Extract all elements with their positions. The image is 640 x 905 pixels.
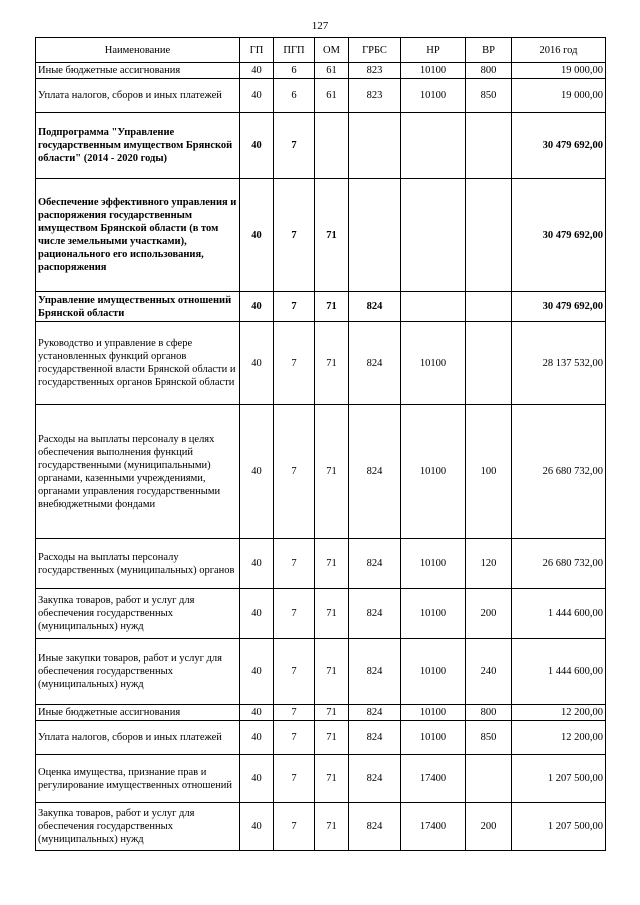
cell-name: Расходы на выплаты персоналу в целях обеспечения выполнения функций государственными (муниципальными) органами, казенными учреждениями, органами управления государственными внебюджетными фондами <box>36 405 240 539</box>
cell-om: 71 <box>315 721 349 755</box>
cell-nr: 10100 <box>401 322 466 405</box>
table-row <box>36 179 606 292</box>
cell-name: Управление имущественных отношений Брянской области <box>36 292 240 322</box>
cell-om: 61 <box>315 79 349 113</box>
cell-gp: 40 <box>240 179 274 292</box>
cell-om: 71 <box>315 755 349 803</box>
cell-nr: 10100 <box>401 639 466 705</box>
cell-vr: 200 <box>466 803 512 851</box>
cell-grbs: 824 <box>349 705 401 721</box>
cell-pgp: 6 <box>274 63 315 79</box>
cell-pgp: 7 <box>274 589 315 639</box>
cell-grbs: 824 <box>349 322 401 405</box>
table-row <box>36 705 606 721</box>
cell-gp: 40 <box>240 589 274 639</box>
cell-name: Подпрограмма "Управление государственным имуществом Брянской области" (2014 - 2020 годы) <box>36 113 240 179</box>
cell-pgp: 7 <box>274 639 315 705</box>
cell-name: Руководство и управление в сфере установленных функций органов государственной власти Брянской области и государственных органов Брянской области <box>36 322 240 405</box>
cell-name: Оценка имущества, признание прав и регулирование имущественных отношений <box>36 755 240 803</box>
cell-pgp: 7 <box>274 803 315 851</box>
cell-amount: 1 444 600,00 <box>512 639 606 705</box>
cell-grbs: 824 <box>349 589 401 639</box>
cell-pgp: 7 <box>274 705 315 721</box>
cell-om: 71 <box>315 405 349 539</box>
cell-gp: 40 <box>240 803 274 851</box>
cell-gp: 40 <box>240 113 274 179</box>
cell-pgp: 7 <box>274 721 315 755</box>
cell-name: Иные бюджетные ассигнования <box>36 705 240 721</box>
cell-om: 71 <box>315 639 349 705</box>
cell-amount: 12 200,00 <box>512 705 606 721</box>
table-row <box>36 539 606 589</box>
cell-name: Расходы на выплаты персоналу государственных (муниципальных) органов <box>36 539 240 589</box>
cell-grbs: 823 <box>349 79 401 113</box>
cell-pgp: 7 <box>274 539 315 589</box>
cell-vr: 850 <box>466 721 512 755</box>
cell-name: Уплата налогов, сборов и иных платежей <box>36 79 240 113</box>
cell-amount: 1 207 500,00 <box>512 755 606 803</box>
cell-om: 71 <box>315 292 349 322</box>
cell-gp: 40 <box>240 705 274 721</box>
cell-name: Иные закупки товаров, работ и услуг для обеспечения государственных (муниципальных) нужд <box>36 639 240 705</box>
cell-pgp: 7 <box>274 179 315 292</box>
header-name: Наименование <box>36 38 240 63</box>
table-row <box>36 292 606 322</box>
cell-om <box>315 113 349 179</box>
cell-pgp: 6 <box>274 79 315 113</box>
cell-vr <box>466 292 512 322</box>
cell-grbs: 824 <box>349 539 401 589</box>
cell-om: 61 <box>315 63 349 79</box>
table-row <box>36 803 606 851</box>
cell-vr: 200 <box>466 589 512 639</box>
cell-vr: 800 <box>466 705 512 721</box>
cell-vr <box>466 179 512 292</box>
cell-amount: 26 680 732,00 <box>512 539 606 589</box>
cell-grbs: 824 <box>349 405 401 539</box>
cell-grbs: 824 <box>349 803 401 851</box>
cell-gp: 40 <box>240 755 274 803</box>
header-nr: НР <box>401 38 466 63</box>
cell-grbs: 824 <box>349 721 401 755</box>
header-vr: ВР <box>466 38 512 63</box>
cell-nr: 17400 <box>401 755 466 803</box>
cell-om: 71 <box>315 539 349 589</box>
cell-nr: 10100 <box>401 589 466 639</box>
cell-gp: 40 <box>240 539 274 589</box>
table-row <box>36 63 606 79</box>
cell-grbs <box>349 113 401 179</box>
cell-vr: 240 <box>466 639 512 705</box>
cell-name: Закупка товаров, работ и услуг для обеспечения государственных (муниципальных) нужд <box>36 803 240 851</box>
cell-name: Обеспечение эффективного управления и распоряжения государственным имуществом Брянской области (в том числе земельными участками), рационального его использования, распоряжения <box>36 179 240 292</box>
cell-om: 71 <box>315 803 349 851</box>
table-row <box>36 755 606 803</box>
cell-om: 71 <box>315 322 349 405</box>
cell-amount: 19 000,00 <box>512 63 606 79</box>
cell-vr <box>466 113 512 179</box>
cell-grbs <box>349 179 401 292</box>
cell-pgp: 7 <box>274 113 315 179</box>
cell-gp: 40 <box>240 405 274 539</box>
cell-nr: 17400 <box>401 803 466 851</box>
cell-amount: 30 479 692,00 <box>512 292 606 322</box>
cell-nr: 10100 <box>401 63 466 79</box>
header-pgp: ПГП <box>274 38 315 63</box>
cell-vr <box>466 322 512 405</box>
cell-gp: 40 <box>240 79 274 113</box>
table-row <box>36 589 606 639</box>
table-row <box>36 721 606 755</box>
cell-nr: 10100 <box>401 405 466 539</box>
cell-amount: 19 000,00 <box>512 79 606 113</box>
cell-amount: 12 200,00 <box>512 721 606 755</box>
cell-pgp: 7 <box>274 405 315 539</box>
table-row <box>36 639 606 705</box>
cell-pgp: 7 <box>274 322 315 405</box>
cell-gp: 40 <box>240 292 274 322</box>
cell-name: Иные бюджетные ассигнования <box>36 63 240 79</box>
cell-nr: 10100 <box>401 721 466 755</box>
cell-vr: 100 <box>466 405 512 539</box>
cell-nr <box>401 113 466 179</box>
cell-amount: 30 479 692,00 <box>512 179 606 292</box>
cell-vr: 850 <box>466 79 512 113</box>
cell-nr <box>401 292 466 322</box>
table-row <box>36 79 606 113</box>
cell-vr: 120 <box>466 539 512 589</box>
cell-nr <box>401 179 466 292</box>
cell-nr: 10100 <box>401 705 466 721</box>
header-om: ОМ <box>315 38 349 63</box>
cell-amount: 26 680 732,00 <box>512 405 606 539</box>
cell-pgp: 7 <box>274 755 315 803</box>
cell-grbs: 823 <box>349 63 401 79</box>
cell-amount: 1 444 600,00 <box>512 589 606 639</box>
cell-om: 71 <box>315 705 349 721</box>
cell-amount: 30 479 692,00 <box>512 113 606 179</box>
budget-table <box>35 37 606 851</box>
table-row <box>36 405 606 539</box>
cell-vr <box>466 755 512 803</box>
header-grbs: ГРБС <box>349 38 401 63</box>
table-row <box>36 113 606 179</box>
cell-grbs: 824 <box>349 639 401 705</box>
cell-gp: 40 <box>240 322 274 405</box>
cell-grbs: 824 <box>349 292 401 322</box>
cell-nr: 10100 <box>401 79 466 113</box>
cell-pgp: 7 <box>274 292 315 322</box>
header-gp: ГП <box>240 38 274 63</box>
table-row <box>36 322 606 405</box>
table-header-row <box>36 38 606 63</box>
cell-grbs: 824 <box>349 755 401 803</box>
cell-om: 71 <box>315 589 349 639</box>
cell-vr: 800 <box>466 63 512 79</box>
cell-amount: 1 207 500,00 <box>512 803 606 851</box>
cell-om: 71 <box>315 179 349 292</box>
cell-name: Уплата налогов, сборов и иных платежей <box>36 721 240 755</box>
cell-amount: 28 137 532,00 <box>512 322 606 405</box>
cell-gp: 40 <box>240 639 274 705</box>
cell-gp: 40 <box>240 63 274 79</box>
cell-name: Закупка товаров, работ и услуг для обеспечения государственных (муниципальных) нужд <box>36 589 240 639</box>
header-year: 2016 год <box>512 38 606 63</box>
cell-nr: 10100 <box>401 539 466 589</box>
cell-gp: 40 <box>240 721 274 755</box>
page-number: 127 <box>311 20 329 32</box>
